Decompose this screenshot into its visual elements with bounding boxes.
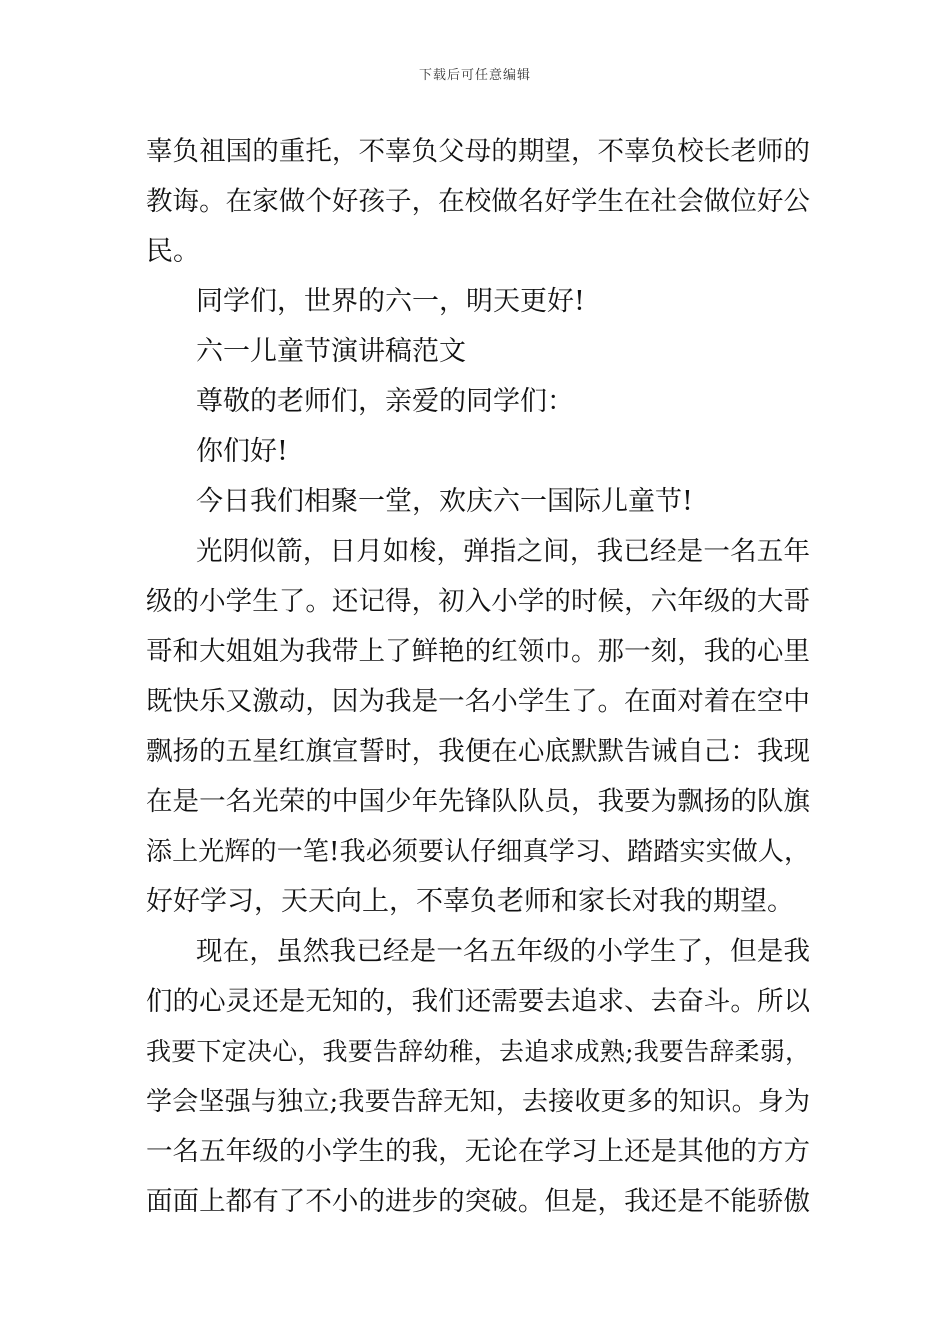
text-line: 同学们，世界的六一，明天更好! xyxy=(196,286,585,317)
text-line: 在是一名光荣的中国少年先锋队队员，我要为飘扬的队旗 xyxy=(146,786,810,817)
text-line: 面面上都有了不小的进步的突破。但是，我还是不能骄傲 xyxy=(146,1186,810,1217)
text-line: 好好学习，天天向上，不辜负老师和家长对我的期望。 xyxy=(146,886,794,917)
text-line: 我要下定决心，我要告辞幼稚，去追求成熟;我要告辞柔弱， xyxy=(146,1037,810,1066)
text-line: 光阴似箭，日月如梭，弹指之间，我已经是一名五年 xyxy=(196,536,810,567)
text-line: 民。 xyxy=(146,236,200,267)
text-line: 现在，虽然我已经是一名五年级的小学生了，但是我 xyxy=(196,936,810,967)
text-line: 飘扬的五星红旗宣誓时，我便在心底默默告诫自己：我现 xyxy=(146,736,810,767)
text-line: 们的心灵还是无知的，我们还需要去追求、去奋斗。所以 xyxy=(146,986,810,1017)
text-line: 教诲。在家做个好孩子，在校做名好学生在社会做位好公 xyxy=(146,186,810,217)
text-line: 既快乐又激动，因为我是一名小学生了。在面对着在空中 xyxy=(146,686,810,717)
text-line: 尊敬的老师们，亲爱的同学们： xyxy=(196,386,574,417)
text-line: 你们好! xyxy=(196,436,288,467)
text-line: 级的小学生了。还记得，初入小学的时候，六年级的大哥 xyxy=(146,586,810,617)
text-line: 辜负祖国的重托，不辜负父母的期望，不辜负校长老师的 xyxy=(146,136,810,167)
document-body xyxy=(146,127,810,1227)
page-header: 下载后可任意编辑 xyxy=(418,68,531,83)
text-line: 一名五年级的小学生的我，无论在学习上还是其他的方方 xyxy=(146,1136,810,1167)
text-line: 六一儿童节演讲稿范文 xyxy=(196,336,466,367)
text-line: 添上光辉的一笔!我必须要认仔细真学习、踏踏实实做人， xyxy=(146,837,810,867)
text-line: 今日我们相聚一堂，欢庆六一国际儿童节! xyxy=(196,486,693,517)
text-line: 哥和大姐姐为我带上了鲜艳的红领巾。那一刻，我的心里 xyxy=(146,636,810,667)
text-line: 学会坚强与独立;我要告辞无知，去接收更多的知识。身为 xyxy=(146,1087,810,1117)
